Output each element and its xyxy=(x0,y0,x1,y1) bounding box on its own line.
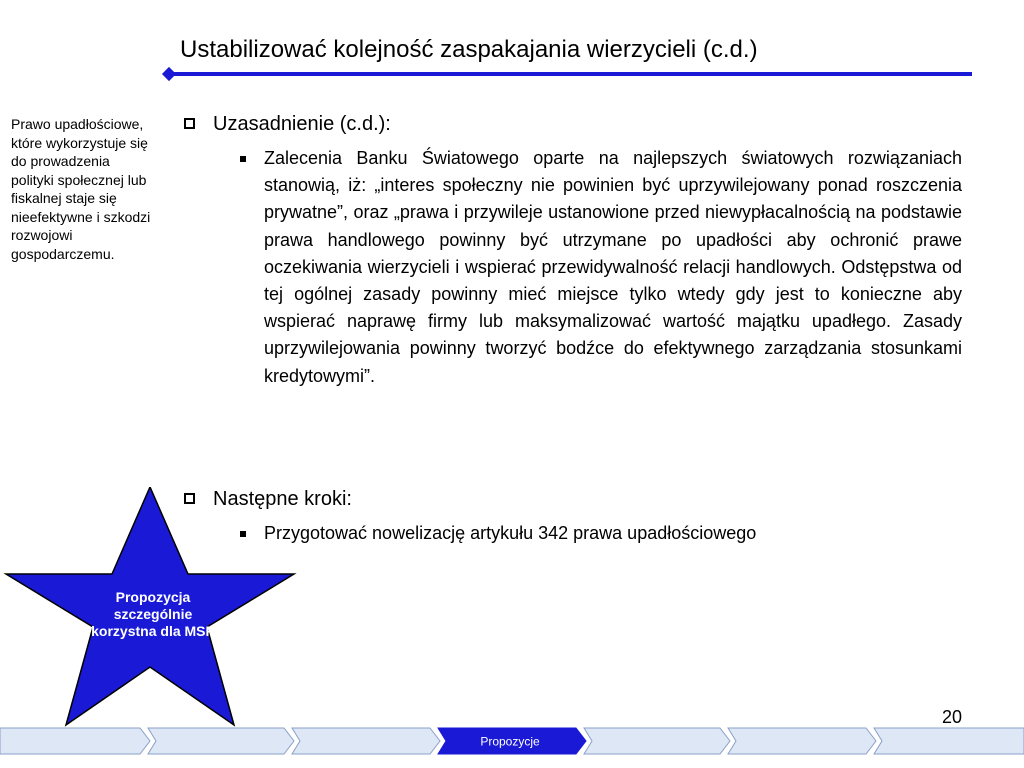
section-heading-label: Następne kroki: xyxy=(213,488,352,510)
nav-item[interactable] xyxy=(148,728,294,754)
nav-item[interactable] xyxy=(728,728,876,754)
nav-item[interactable] xyxy=(292,728,440,754)
section-navigation-bar xyxy=(0,726,1024,756)
page-number: 20 xyxy=(941,707,962,727)
star-label: Propozycja szczególnie korzystna dla MSP xyxy=(91,589,215,639)
nav-item[interactable] xyxy=(874,728,1024,754)
bullet-text-next-step: Przygotować nowelizację artykułu 342 prawa upadłościowego xyxy=(264,523,757,543)
section-heading-label: Uzasadnienie (c.d.): xyxy=(213,113,391,135)
square-bullet-icon xyxy=(240,156,246,162)
nav-item-active[interactable] xyxy=(438,728,586,754)
checkbox-bullet-icon xyxy=(184,118,195,129)
section-heading-justification xyxy=(184,113,391,136)
title-underline xyxy=(170,72,972,76)
sidebar-note: Prawo upadłościowe, które wykorzystuje się do prowadzenia polityki społecznej lub fiskalnej staje się nieefektywne i szkodzi rozwojowi gospodarczemu. xyxy=(11,116,151,262)
nav-item[interactable] xyxy=(584,728,730,754)
slide-title: Ustabilizować kolejność zaspakajania wierzycieli (c.d.) xyxy=(180,36,758,63)
nav-item[interactable] xyxy=(0,728,150,754)
bullet-text-world-bank: Zalecenia Banku Światowego oparte na najlepszych światowych rozwiązaniach stanowią, iż: „interes społeczny nie powinien być uprzywilejowany ponad roszczenia prywatne”, oraz „prawa i przywileje ustanowione przed niewypłacalnością na podstawie prawa handlowego powinny być utrzymane po upadłości aby ochronić prawe oczekiwania wierzycieli i wspierać przewidywalność relacji handlowych. Odstępstwa od tej ogólnej zasady powinny mieć miejsce tylko wtedy gdy jest to konieczne aby wspierać naprawę firmy lub maksymalizować wartość majątku upadłego. Zasady uprzywilejowania powinny tworzyć bodźce do efektywnego zarządzania stosunkami kredytowymi”. xyxy=(264,148,962,386)
nav-item-label: Propozycje xyxy=(480,734,540,749)
